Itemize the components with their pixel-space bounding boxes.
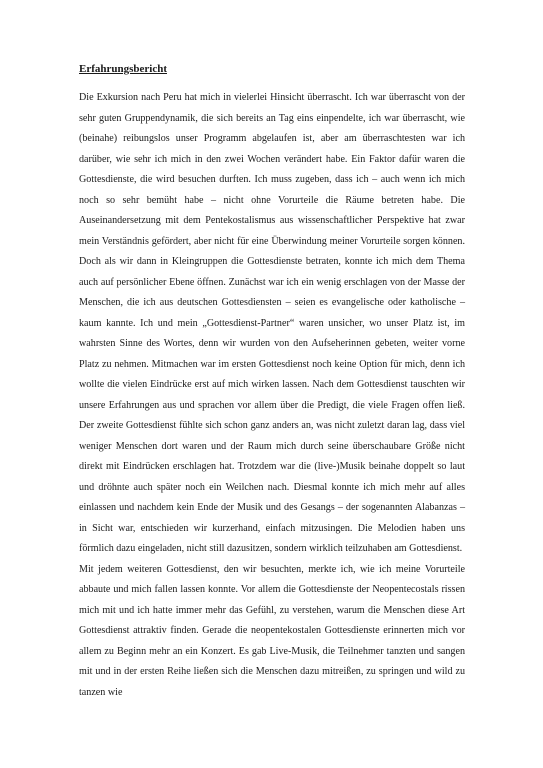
paragraph-1: Die Exkursion nach Peru hat mich in vielerlei Hinsicht überrascht. Ich war überrascht von der sehr guten Gruppendynamik, die sich bereits an Tag eins einpendelte, ich war überrascht, wie (beinahe) reibungslos unser Programm abgelaufen ist, aber am überraschtesten war ich darüber, wie sehr ich mich in den zwei Wochen verändert habe. Ein Faktor dafür waren die Gottesdienste, die wird besuchen durften. Ich muss zugeben, dass ich – auch wenn ich mich noch so sehr bemüht habe – nicht ohne Vorurteile die Räume betreten habe. Die Auseinandersetzung mit dem Pentekostalismus aus wissenschaftlicher Perspektive hat zwar mein Verständnis gefördert, aber nicht für eine Überwindung meiner Vorurteile sorgen können. Doch als wir dann in Kleingruppen die Gottesdienste betraten, konnte ich mich dem Thema auch auf persönlicher Ebene öffnen. Zunächst war ich ein wenig erschlagen von der Masse der Menschen, die ich aus deutschen Gottesdiensten – seien es evangelische oder katholische – kaum kannte. Ich und mein „Gottesdienst-Partner“ waren unsicher, wo unser Platz ist, im wahrsten Sinne des Wortes, denn wir wurden von den Aufseherinnen gebeten, weiter vorne Platz zu nehmen. Mitmachen war im ersten Gottesdienst noch keine Option für mich, denn ich wollte die vielen Eindrücke erst auf mich wirken lassen. Nach dem Gottesdienst tauschten wir unsere Erfahrungen aus und sprachen vor allem über die Predigt, die viele Fragen offen ließ. Der zweite Gottesdienst fühlte sich schon ganz anders an, was nicht zuletzt daran lag, dass viel weniger Menschen dort waren und der Raum mich durch seine überschaubare Größe nicht direkt mit Eindrücken erschlagen hat. Trotzdem war die (live-)Musik beinahe doppelt so laut und dröhnte auch später noch ein Weilchen nach. Diesmal konnte ich mich mehr auf alles einlassen und nachdem kein Ende der Musik und des Gesangs – der sogenannten Alabanzas – in Sicht war, entschieden wir kurzerhand, einfach mitzusingen. Die Melodien haben uns förmlich dazu eingeladen, nicht still dazusitzen, sondern wirklich teilzuhaben am Gottesdienst. bbox=[79, 92, 465, 554]
paragraph-2: Mit jedem weiteren Gottesdienst, den wir besuchten, merkte ich, wie ich meine Vorurteile abbaute und mich fallen lassen konnte. Vor allem die Gottesdienste der Neopentecostals rissen mich mit und ich hatte immer mehr das Gefühl, zu verstehen, warum die Menschen diese Art Gottesdienst attraktiv finden. Gerade die neopentekostalen Gottesdienste erinnerten mich vor allem zu Beginn mehr an ein Konzert. Es gab Live-Musik, die Teilnehmer tanzten und sangen mit und in der ersten Reihe ließen sich die Menschen dazu mitreißen, zu springen und wild zu tanzen wie bbox=[79, 563, 465, 698]
document-body bbox=[79, 62, 465, 703]
document-title: Erfahrungsbericht bbox=[79, 63, 167, 75]
